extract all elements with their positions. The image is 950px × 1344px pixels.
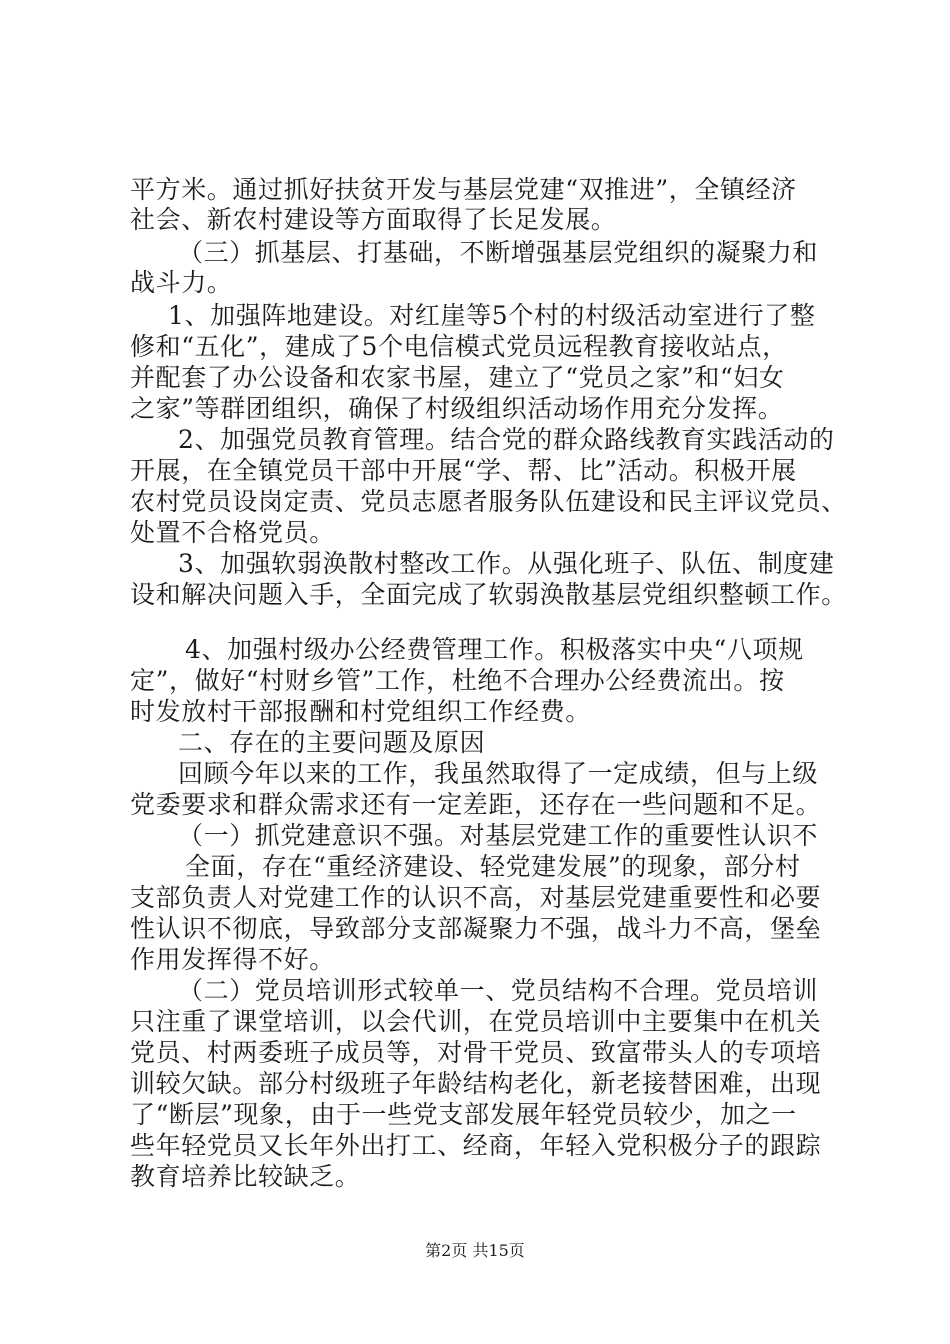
paragraph-line: 修和“五化”，建成了5个电信模式党员远程教育接收站点，	[130, 332, 788, 361]
paragraph-line: 教育培养比较缺乏。	[130, 1162, 361, 1191]
paragraph-line: 党员、村两委班子成员等，对骨干党员、致富带头人的专项培	[130, 1038, 822, 1067]
paragraph-line: 定”，做好“村财乡管”工作，杜绝不合理办公经费流出。按	[130, 666, 785, 695]
paragraph-line: 平方米。通过抓好扶贫开发与基层党建“双推进”，全镇经济	[130, 175, 797, 204]
paragraph-line: （二）党员培训形式较单一、党员结构不合理。党员培训	[178, 976, 819, 1005]
paragraph-line: 支部负责人对党建工作的认识不高，对基层党建重要性和必要	[130, 883, 822, 912]
page-number-footer: 第2页 共15页	[425, 1241, 525, 1260]
paragraph-line: 训较欠缺。部分村级班子年龄结构老化，新老接替困难，出现	[130, 1069, 822, 1098]
paragraph-line: 作用发挥得不好。	[130, 945, 335, 974]
paragraph-line: 1、加强阵地建设。对红崖等5个村的村级活动室进行了整	[168, 301, 816, 330]
paragraph-line: 些年轻党员又长年外出打工、经商，年轻入党积极分子的跟踪	[130, 1131, 822, 1160]
paragraph-line: 全面，存在“重经济建设、轻党建发展”的现象，部分村	[185, 852, 801, 881]
paragraph-line: 农村党员设岗定责、党员志愿者服务队伍建设和民主评议党员、	[130, 487, 847, 516]
paragraph-line: 开展，在全镇党员干部中开展“学、帮、比”活动。积极开展	[130, 456, 797, 485]
paragraph-line: 只注重了课堂培训，以会代训，在党员培训中主要集中在机关	[130, 1007, 822, 1036]
paragraph-line: 战斗力。	[130, 268, 233, 297]
paragraph-line: 3、加强软弱涣散村整改工作。从强化班子、队伍、制度建	[178, 549, 835, 578]
paragraph-line: 党委要求和群众需求还有一定差距，还存在一些问题和不足。	[130, 790, 822, 819]
paragraph-line: 4、加强村级办公经费管理工作。积极落实中央“八项规	[185, 635, 804, 664]
paragraph-line: 性认识不彻底，导致部分支部凝聚力不强，战斗力不高，堡垒	[130, 914, 822, 943]
paragraph-line: （一）抓党建意识不强。对基层党建工作的重要性认识不	[178, 821, 819, 850]
paragraph-line: 2、加强党员教育管理。结合党的群众路线教育实践活动的	[178, 425, 835, 454]
paragraph-line: 时发放村干部报酬和村党组织工作经费。	[130, 697, 591, 726]
paragraph-line: （三）抓基层、打基础，不断增强基层党组织的凝聚力和	[178, 238, 819, 267]
paragraph-line: 回顾今年以来的工作，我虽然取得了一定成绩，但与上级	[178, 759, 819, 788]
paragraph-line: 并配套了办公设备和农家书屋，建立了“党员之家”和“妇女	[130, 363, 785, 392]
paragraph-line: 了“断层”现象，由于一些党支部发展年轻党员较少，加之一	[130, 1100, 797, 1129]
section-heading: 二、存在的主要问题及原因	[178, 728, 486, 757]
paragraph-line: 之家”等群团组织，确保了村级组织活动场作用充分发挥。	[130, 394, 784, 423]
paragraph-line: 设和解决问题入手，全面完成了软弱涣散基层党组织整顿工作。	[130, 580, 847, 609]
paragraph-line: 社会、新农村建设等方面取得了长足发展。	[130, 205, 617, 234]
paragraph-line: 处置不合格党员。	[130, 518, 335, 547]
